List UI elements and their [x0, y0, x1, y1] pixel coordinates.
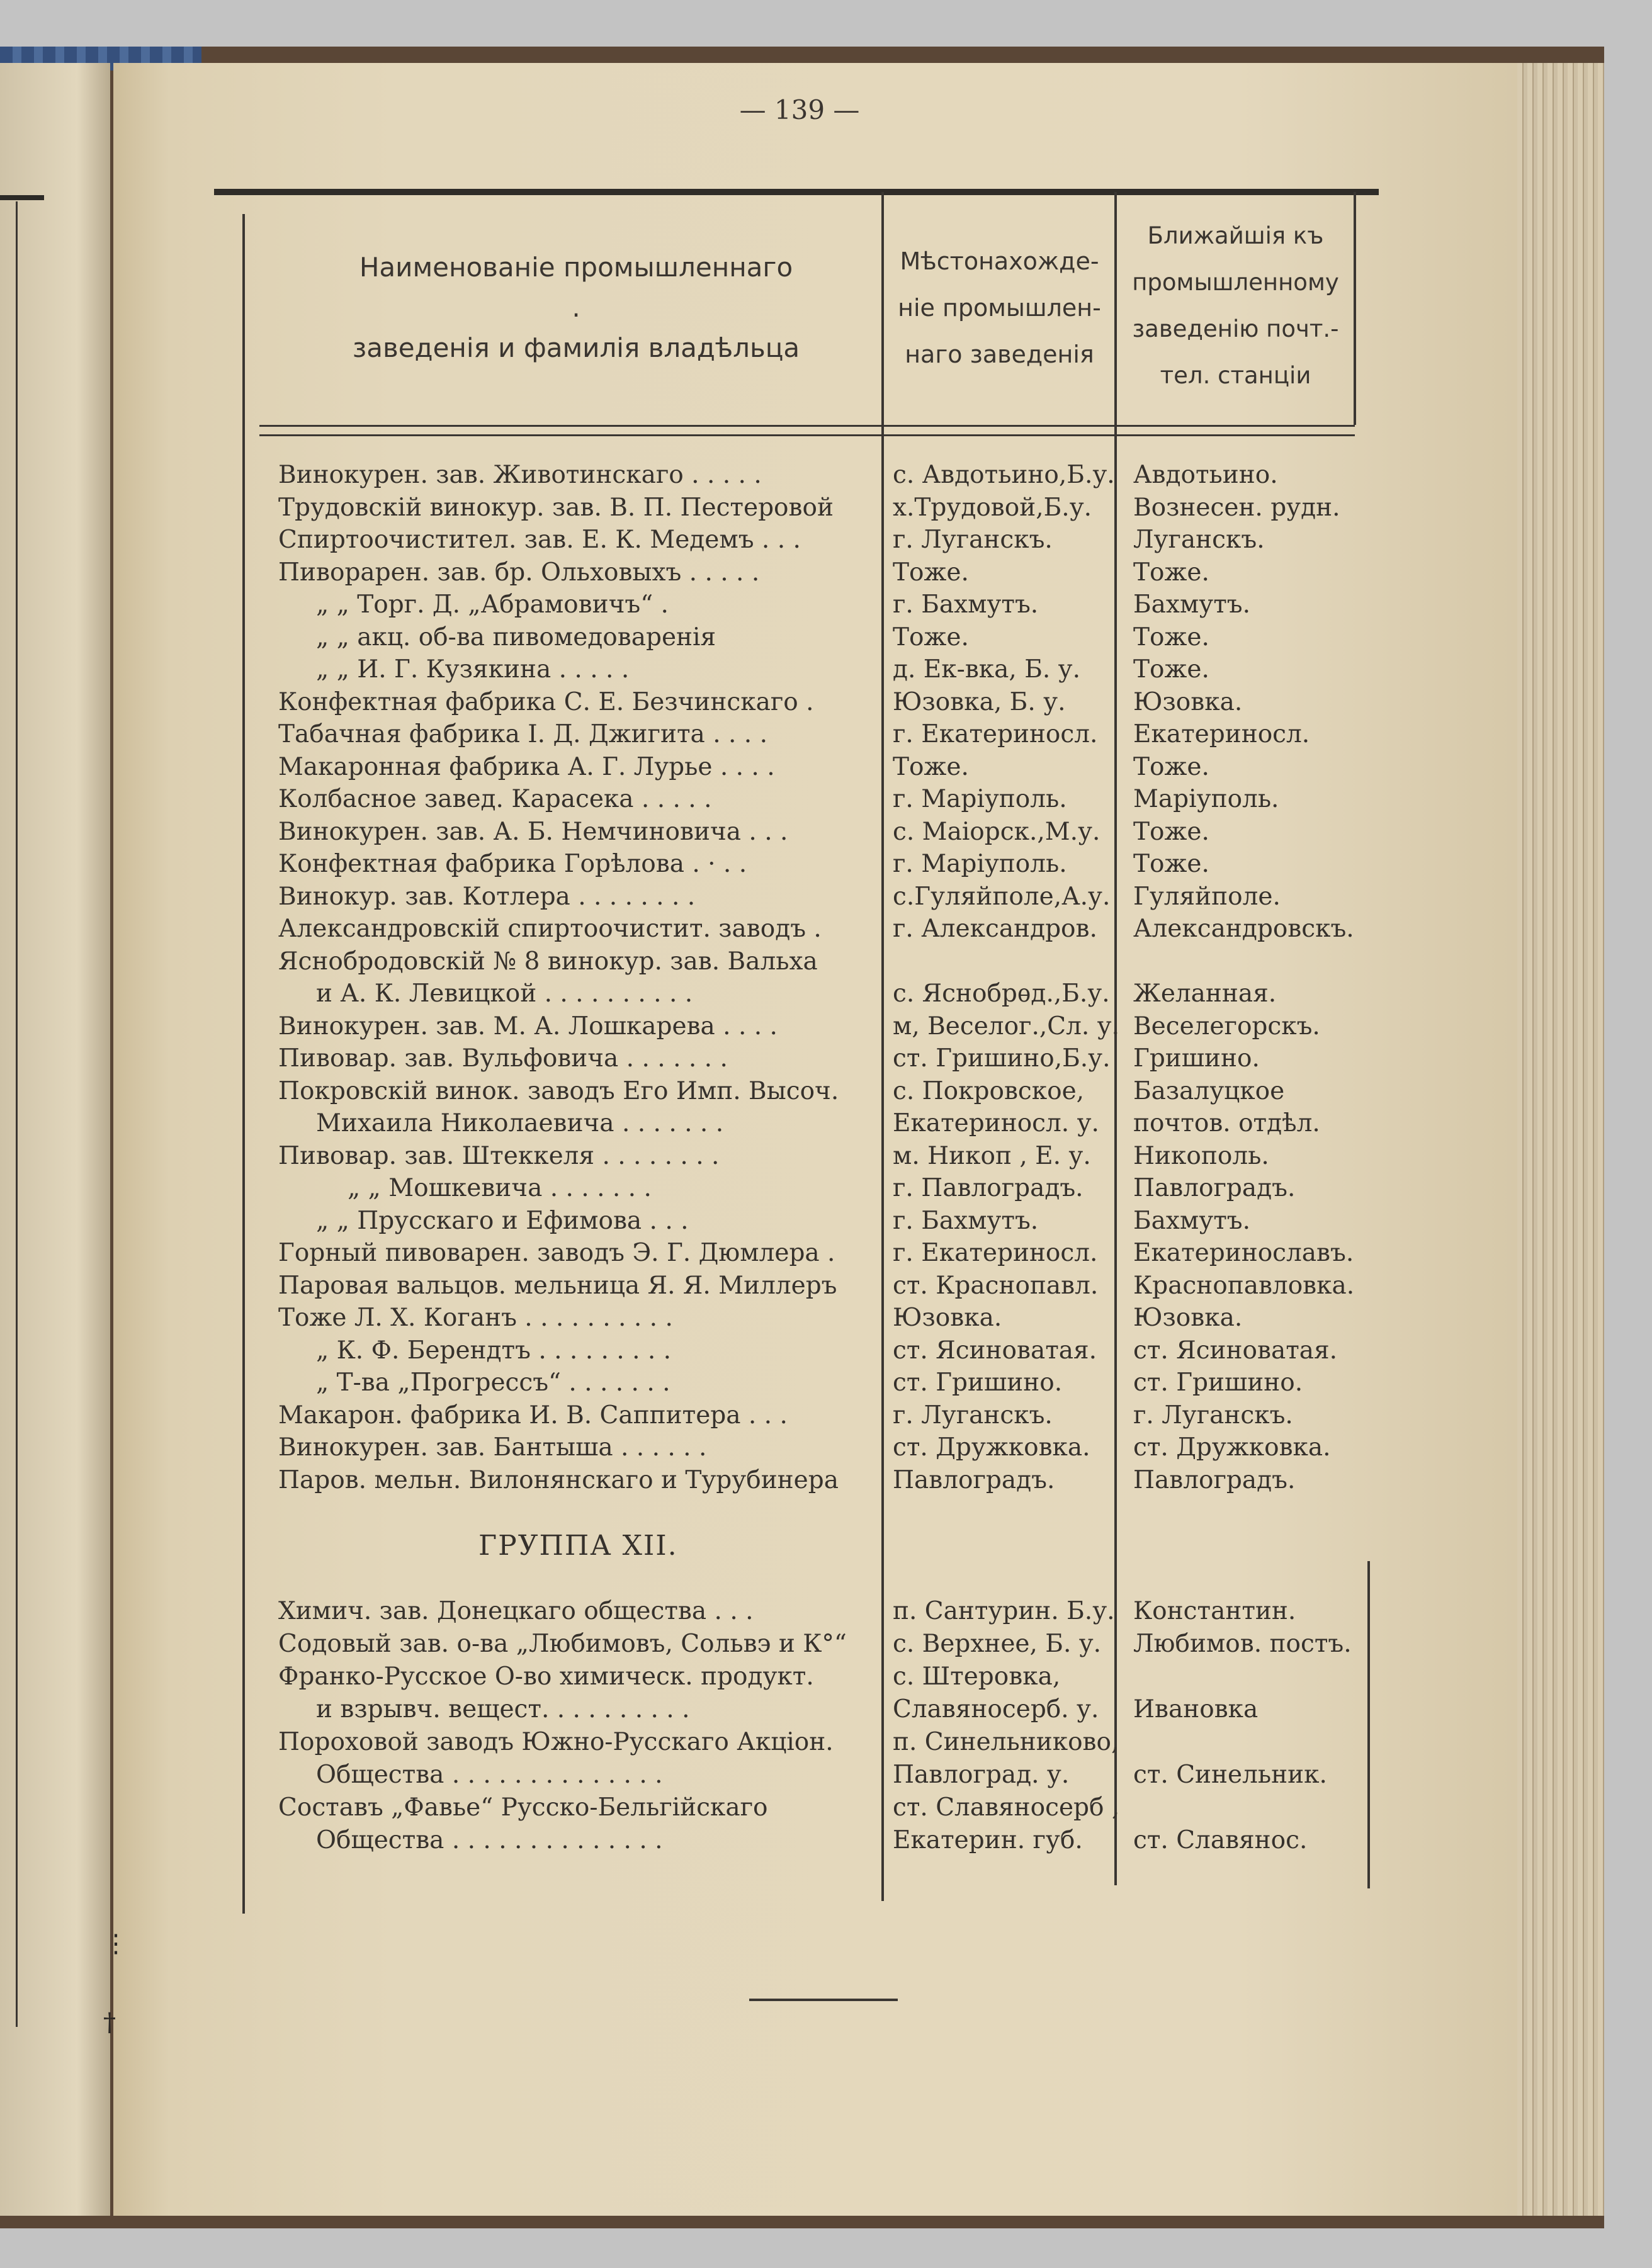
station-cell: ст. Ясиноватая.: [1133, 1336, 1338, 1365]
station-cell: Бахмутъ.: [1133, 590, 1250, 619]
station-cell: Тоже.: [1133, 558, 1209, 587]
location-cell: г. Маріуполь.: [893, 850, 1067, 878]
name-cell: Винокур. зав. Котлера . . . . . . . .: [278, 882, 696, 911]
name-cell: Конфектная фабрика Горѣлова . · . .: [278, 850, 747, 878]
location-cell: с.Гуляйполе,А.у.: [893, 882, 1111, 911]
station-cell: Юзовка.: [1133, 1304, 1243, 1332]
location-cell: ст. Ясиноватая.: [893, 1336, 1097, 1365]
location-cell: с. Штеровка,: [893, 1662, 1061, 1691]
name-cell: „ „ акц. об-ва пивомедоваренія: [316, 623, 716, 652]
name-cell: „ Т-ва „Прогрессъ“ . . . . . . .: [316, 1368, 670, 1397]
margin-mark-2: †: [103, 2008, 116, 2037]
station-cell: [1133, 946, 1385, 978]
header-station-column: [1117, 213, 1354, 399]
name-cell: Общества . . . . . . . . . . . . . .: [316, 1761, 663, 1789]
station-cell: Тоже.: [1133, 655, 1209, 684]
name-cell: Паров. мельн. Вилонянскаго и Турубинера: [278, 1465, 839, 1494]
location-cell: г. Луганскъ.: [893, 526, 1053, 554]
name-cell: Колбасное завед. Карасека . . . . .: [278, 785, 712, 813]
location-cell: Славяносерб. у.: [893, 1695, 1099, 1724]
table-left-border: [242, 214, 245, 1914]
name-cell: Конфектная фабрика С. Е. Безчинскаго .: [278, 687, 814, 716]
name-cell: Спиртоочистител. зав. Е. К. Медемъ . . .: [278, 526, 801, 554]
header-location-line2: ніе промышлен-: [898, 294, 1101, 322]
name-cell: Химич. зав. Донецкаго общества . . .: [278, 1597, 754, 1625]
station-cell: Веселегорскъ.: [1133, 1012, 1320, 1041]
name-cell: „ „ Мошкевича . . . . . . .: [348, 1174, 652, 1202]
location-cell: г. Екатериносл.: [893, 1239, 1098, 1267]
name-cell: и взрывч. вещест. . . . . . . . . .: [316, 1695, 690, 1724]
station-cell: Маріуполь.: [1133, 785, 1279, 813]
header-station-line4: тел. станціи: [1160, 362, 1311, 389]
name-cell: Винокурен. зав. А. Б. Немчиновича . . .: [278, 817, 788, 846]
station-cell: Александровскъ.: [1133, 915, 1354, 943]
header-station-line1: Ближайшія къ: [1147, 222, 1324, 249]
station-cell: Тоже.: [1133, 752, 1209, 781]
station-cell: ст. Дружковка.: [1133, 1433, 1331, 1462]
left-page-column-line: [16, 201, 18, 2027]
location-cell: ст. Краснопавл.: [893, 1271, 1099, 1300]
station-cell: Бахмутъ.: [1133, 1206, 1250, 1235]
header-name-line2: заведенія и фамилія владѣльца: [352, 332, 800, 363]
header-station-line2: промышленному: [1132, 269, 1339, 296]
name-cell: Пивовар. зав. Штеккеля . . . . . . . .: [278, 1141, 720, 1170]
station-cell: Тоже.: [1133, 817, 1209, 846]
station-cell: Никополь.: [1133, 1141, 1269, 1170]
location-cell: м, Веселог.,Сл. у.: [893, 1012, 1120, 1041]
name-cell: Тоже Л. Х. Коганъ . . . . . . . . . .: [278, 1304, 673, 1332]
location-cell: Тоже.: [893, 558, 969, 587]
location-cell: ст. Дружковка.: [893, 1433, 1090, 1462]
location-cell: Павлоградъ.: [893, 1465, 1055, 1494]
location-cell: с. Маіорск.,М.у.: [893, 817, 1100, 846]
location-cell: [893, 946, 1127, 978]
location-cell: д. Ек-вка, Б. у.: [893, 655, 1081, 684]
header-name-dot: .: [572, 292, 580, 323]
location-cell: ст. Гришино,Б.у.: [893, 1044, 1111, 1073]
station-cell: Павлоградъ.: [1133, 1465, 1296, 1494]
station-cell: Ивановка: [1133, 1695, 1259, 1724]
location-cell: г. Бахмутъ.: [893, 590, 1039, 619]
station-cell: Юзовка.: [1133, 687, 1243, 716]
location-cell: с. Верхнее, Б. у.: [893, 1630, 1102, 1658]
location-cell: ст. Славяносерб ,: [893, 1793, 1120, 1822]
station-cell: [1133, 1727, 1385, 1758]
station-cell: ст. Синельник.: [1133, 1761, 1327, 1789]
name-cell: „ „ Прусскаго и Ефимова . . .: [316, 1206, 689, 1235]
station-cell: ст. Славянос.: [1133, 1826, 1308, 1854]
header-name-line1: Наименованіе промышленнаго: [359, 252, 793, 283]
name-cell: Паровая вальцов. мельница Я. Я. Миллеръ: [278, 1271, 837, 1300]
station-cell: Желанная.: [1133, 979, 1277, 1008]
group-title: ГРУППА XII.: [478, 1530, 678, 1562]
name-cell: „ „ И. Г. Кузякина . . . . .: [316, 655, 630, 684]
name-cell: Горный пивоварен. заводъ Э. Г. Дюмлера .: [278, 1239, 835, 1267]
station-cell: Екатеринославъ.: [1133, 1239, 1354, 1267]
station-cell: Краснопавловка.: [1133, 1271, 1355, 1300]
station-cell: Гуляйполе.: [1133, 882, 1281, 911]
location-cell: г. Маріуполь.: [893, 785, 1067, 813]
location-cell: м. Никоп , Е. у.: [893, 1141, 1091, 1170]
station-cell: [1133, 1661, 1385, 1693]
station-cell: г. Луганскъ.: [1133, 1401, 1293, 1430]
name-cell: Макаронная фабрика А. Г. Лурье . . . .: [278, 752, 775, 781]
name-cell: Яснобродовскій № 8 винокур. зав. Вальха: [278, 947, 818, 976]
name-cell: Составъ „Фавье“ Русско-Бельгійскаго: [278, 1793, 768, 1822]
header-location-line1: Мѣстонахожде-: [900, 247, 1099, 275]
location-cell: г. Луганскъ.: [893, 1401, 1053, 1430]
station-cell: Тоже.: [1133, 850, 1209, 878]
header-location-column: [885, 238, 1114, 378]
name-cell: Пороховой заводъ Южно-Русскаго Акціон.: [278, 1728, 834, 1756]
header-station-line3: заведенію почт.-: [1132, 315, 1339, 342]
left-page-rule: [0, 195, 44, 200]
name-cell: Пивовар. зав. Вульфовича . . . . . . .: [278, 1044, 728, 1073]
name-cell: Трудовскій винокур. зав. В. П. Пестеровой: [278, 493, 834, 522]
location-cell: Юзовка, Б. у.: [893, 687, 1066, 716]
page-edges: [1517, 63, 1604, 2216]
name-cell: Винокурен. зав. М. А. Лошкарева . . . .: [278, 1012, 778, 1041]
page-number: — 139 —: [739, 94, 860, 125]
name-cell: Пиворарен. зав. бр. Ольховыхъ . . . . .: [278, 558, 760, 587]
name-cell: Макарон. фабрика И. В. Саппитера . . .: [278, 1401, 788, 1430]
station-cell: [1133, 1792, 1385, 1824]
location-cell: с. Покровское,: [893, 1076, 1085, 1105]
location-cell: г. Александров.: [893, 915, 1097, 943]
location-cell: г. Бахмутъ.: [893, 1206, 1039, 1235]
table-right-border: [1354, 192, 1356, 425]
header-name-column: [296, 252, 856, 363]
name-cell: Александровскій спиртоочистит. заводъ .: [278, 915, 822, 943]
left-page: [0, 63, 110, 2216]
station-cell: Тоже.: [1133, 623, 1209, 652]
location-cell: Юзовка.: [893, 1304, 1002, 1332]
name-cell: „ К. Ф. Берендтъ . . . . . . . . .: [316, 1336, 672, 1365]
location-cell: п. Синельниково,: [893, 1728, 1119, 1756]
location-cell: Тоже.: [893, 623, 969, 652]
location-cell: с. Авдотьино,Б.у.: [893, 461, 1115, 489]
station-cell: Павлоградъ.: [1133, 1174, 1296, 1202]
name-cell: Винокурен. зав. Животинскаго . . . . .: [278, 461, 762, 489]
station-cell: Луганскъ.: [1133, 526, 1265, 554]
location-cell: г. Павлоградъ.: [893, 1174, 1083, 1202]
location-cell: п. Сантурин. Б.у.: [893, 1597, 1115, 1625]
footer-rule: [749, 1999, 898, 2001]
station-cell: Константин.: [1133, 1597, 1296, 1625]
header-bottom-rule-2: [259, 434, 1355, 436]
name-cell: Общества . . . . . . . . . . . . . .: [316, 1826, 663, 1854]
station-cell: почтов. отдѣл.: [1133, 1109, 1320, 1137]
location-cell: ст. Гришино.: [893, 1368, 1063, 1397]
station-cell: Авдотьино.: [1133, 461, 1278, 489]
location-cell: Екатерин. губ.: [893, 1826, 1083, 1854]
name-cell: Табачная фабрика І. Д. Джигита . . . .: [278, 720, 767, 748]
location-cell: Павлоград. у.: [893, 1761, 1070, 1789]
name-cell: Михаила Николаевича . . . . . . .: [316, 1109, 724, 1137]
name-cell: и А. К. Левицкой . . . . . . . . . .: [316, 979, 693, 1008]
location-cell: х.Трудовой,Б.у.: [893, 493, 1092, 522]
header-location-line3: наго заведенія: [905, 341, 1094, 368]
name-cell: Покровскій винок. заводъ Его Имп. Высоч.: [278, 1076, 839, 1105]
station-cell: Вознесен. рудн.: [1133, 493, 1340, 522]
location-cell: г. Екатериносл.: [893, 720, 1098, 748]
station-cell: Базалуцкое: [1133, 1076, 1285, 1105]
location-cell: с. Яснобрѳд.,Б.у.: [893, 979, 1110, 1008]
header-bottom-rule: [259, 425, 1355, 427]
station-cell: ст. Гришино.: [1133, 1368, 1303, 1397]
location-cell: Тоже.: [893, 752, 969, 781]
name-cell: Содовый зав. о-ва „Любимовъ, Сольвэ и К°“: [278, 1630, 847, 1658]
name-cell: Винокурен. зав. Бантыша . . . . . .: [278, 1433, 707, 1462]
name-cell: Франко-Русское О-во химическ. продукт.: [278, 1662, 814, 1691]
top-rule: [214, 189, 1379, 195]
margin-mark: ⋮: [103, 1929, 128, 1958]
station-cell: Гришино.: [1133, 1044, 1260, 1073]
station-cell: Екатериносл.: [1133, 720, 1310, 748]
name-cell: „ „ Торг. Д. „Абрамовичъ“ .: [316, 590, 669, 619]
location-cell: Екатериносл. у.: [893, 1109, 1099, 1137]
station-cell: Любимов. постъ.: [1133, 1630, 1352, 1658]
